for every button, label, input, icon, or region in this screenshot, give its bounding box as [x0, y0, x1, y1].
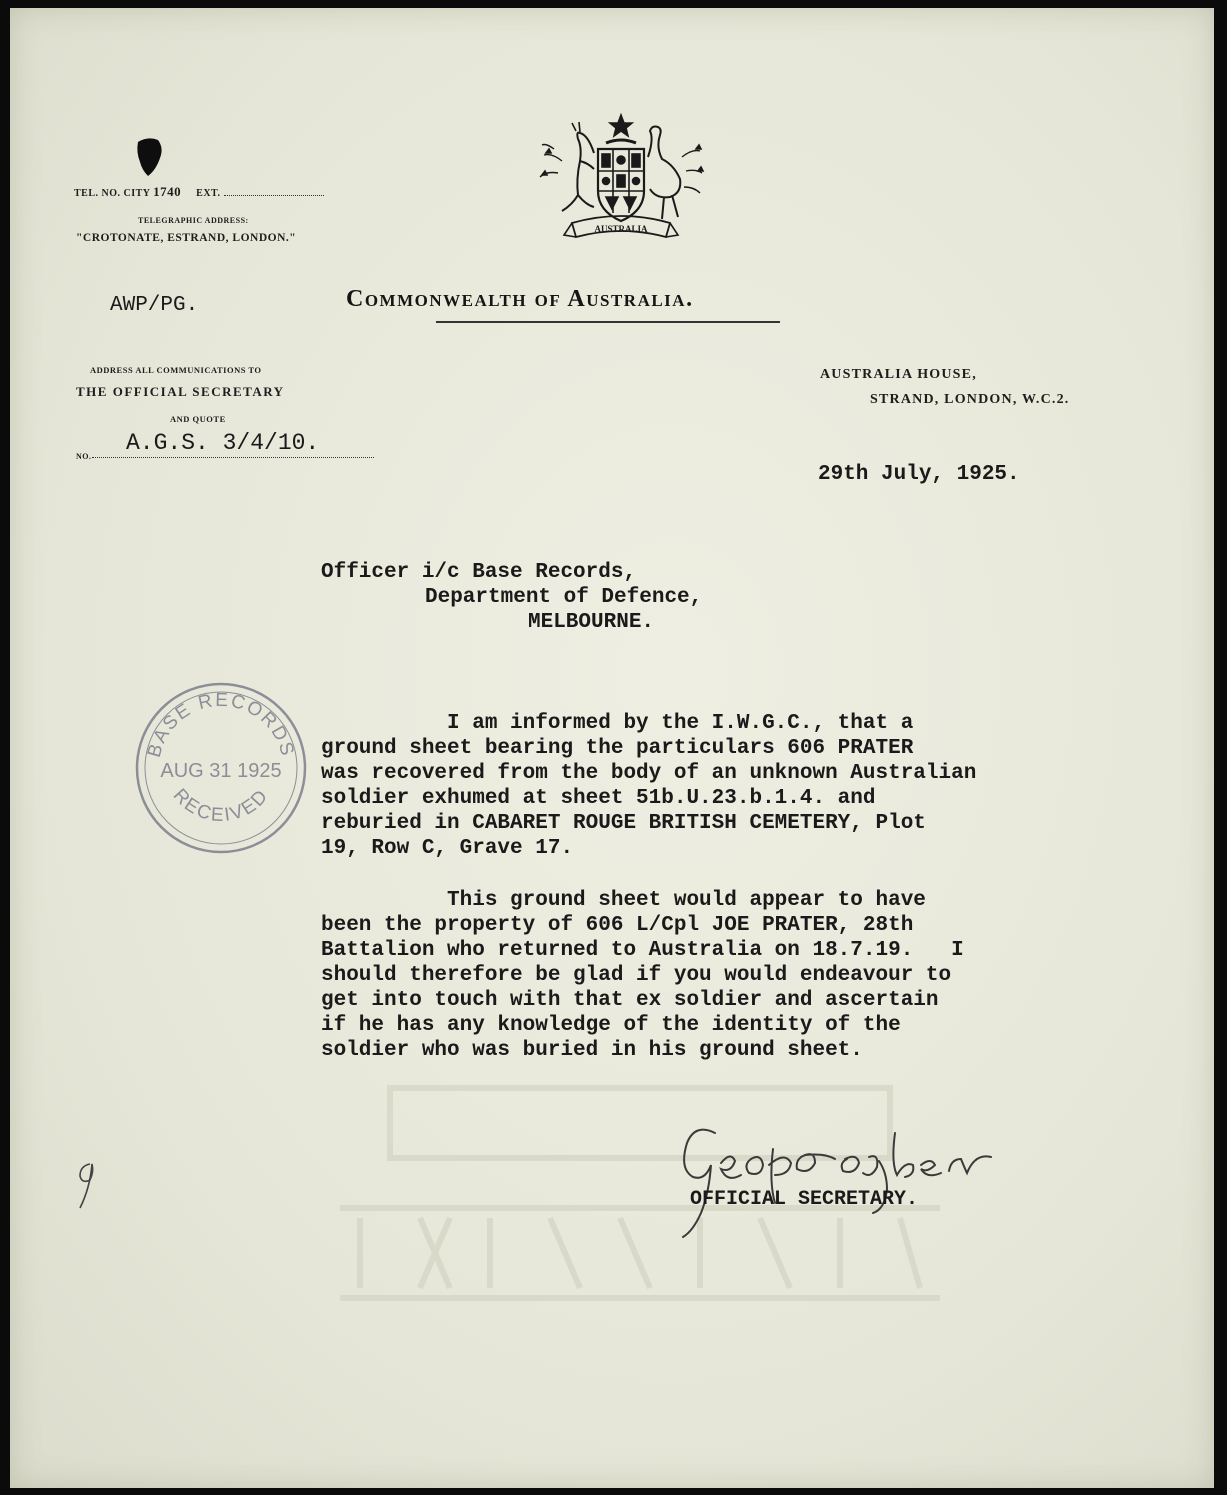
- recipient-line-1: Officer i/c Base Records,: [321, 561, 637, 584]
- received-stamp: [131, 678, 311, 858]
- ink-blot: [134, 136, 166, 178]
- stamp-top-text: BASE RECORDS: [143, 689, 299, 760]
- stamp-bottom-text: RECEIVED: [168, 785, 274, 827]
- number-label: NO.: [76, 452, 92, 461]
- tel-number: 1740: [153, 184, 182, 199]
- address-line-1: AUSTRALIA HOUSE,: [820, 367, 977, 382]
- svg-text:BASE RECORDS: [144, 690, 298, 760]
- address-line-2: STRAND, LONDON, W.C.2.: [870, 392, 1070, 407]
- official-secretary-label: THE OFFICIAL SECRETARY: [76, 384, 285, 399]
- body-paragraph-2: This ground sheet would appear to have been the property of 606 L/Cpl JOE PRATER, 28th Battalion who returned to Australia on 18.7.19. I should therefore be glad if you would endeavour to get into touch with that ex soldier and ascertain if he has any knowledge of the identity of the soldier who was buried in his ground sheet.: [321, 889, 964, 1062]
- and-quote-label: AND QUOTE: [170, 414, 226, 424]
- signatory-title: OFFICIAL SECRETARY.: [690, 1188, 919, 1211]
- tel-label: TEL. NO. CITY: [74, 188, 151, 199]
- reference-initials: AWP/PG.: [110, 294, 199, 317]
- quote-number: A.G.S. 3/4/10.: [92, 430, 374, 458]
- svg-text:RECEIVED: [169, 785, 273, 826]
- title-underline: [436, 321, 780, 323]
- ext-dotted-line: [224, 195, 324, 196]
- recipient-line-2: Department of Defence,: [425, 586, 703, 609]
- body-paragraph-1: I am informed by the I.W.G.C., that a ground sheet bearing the particulars 606 PRATER was recovered from the body of an unknown Australian soldier exhumed at sheet 51b.U.23.b.1.4. and reburied in CABARET ROUGE BRITISH CEMETERY, Plot 19, Row C, Grave 17.: [321, 712, 977, 860]
- letterhead-title: Commonwealth of Australia.: [346, 286, 694, 312]
- letter-page: [10, 8, 1214, 1488]
- handwritten-signature: [665, 1113, 1005, 1243]
- telegraphic-address: "CROTONATE, ESTRAND, LONDON.": [76, 232, 297, 244]
- crest-ribbon-text: AUSTRALIA: [594, 224, 648, 234]
- stamp-date: AUG 31 1925: [160, 760, 282, 782]
- coat-of-arms-crest: [532, 113, 710, 253]
- ext-label: EXT.: [196, 188, 221, 199]
- letter-date: 29th July, 1925.: [818, 463, 1020, 486]
- address-all-label: ADDRESS ALL COMMUNICATIONS TO: [90, 365, 262, 375]
- margin-pencil-mark: [72, 1158, 102, 1213]
- telegraphic-label: TELEGRAPHIC ADDRESS:: [138, 216, 249, 225]
- recipient-line-3: MELBOURNE.: [528, 611, 655, 634]
- telephone-line: [74, 184, 324, 200]
